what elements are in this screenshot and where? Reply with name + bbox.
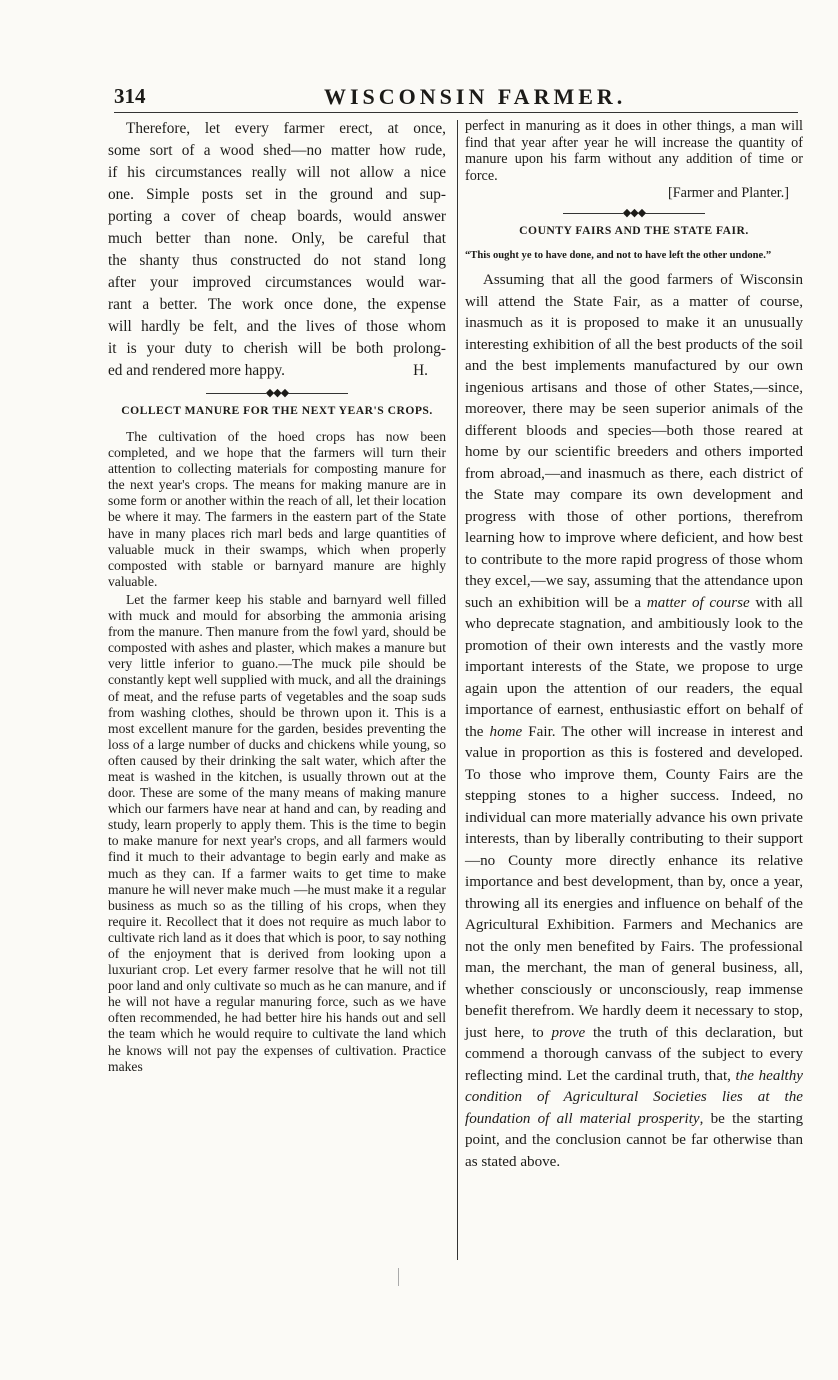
text-run: with all who deprecate stagnation, and ambitiously look to the promotion of their own interests and the vastly more important interests of the State, we propose to urge again upon the attention of our readers, the equal importance of earnest, enthusiastic effort on behalf of the <box>465 594 803 740</box>
emphasis-text: prove <box>551 1024 586 1041</box>
paragraph: The cultivation of the hoed crops has now been completed, and we hope that the farmers will turn their attention to collecting materials for composting manure for the next year's crops. The means for making manure are in some form or another within the reach of all, let their location be where it may. The farmers in the eastern part of the State have in many places rich marl beds and large quantities of valuable muck in their swamps, which when properly composted with stable or barnyard manure are highly valuable. <box>108 429 446 589</box>
emphasis-text: the healthy condition of Agricultural Societies lies at the foundation of all material prosperity <box>465 1067 803 1127</box>
text-run: the truth of this declaration, but commend a thorough canvass of the subject to every reflecting mind. Let the cardinal truth, that, <box>465 1024 803 1084</box>
text-line: rant a better. The work once done, the expense <box>108 296 446 313</box>
running-head: WISCONSIN FARMER. <box>324 84 627 109</box>
text-line: the shanty thus constructed do not stand long <box>108 252 446 269</box>
paragraph: perfect in manuring as it does in other things, a man will find that year after year he will increase the quantity of manure upon his farm without any addition of time or force. <box>465 118 803 184</box>
text-line: if his circumstances really will not allow a nice <box>108 164 446 181</box>
paragraph: Let the farmer keep his stable and barnyard well filled with muck and mould for absorbing the ammonia arising from the manure. Then manure from the fowl yard, should be composted with ashes and plaster, which makes a manure but very little inferior to guano.—The muck pile should be constantly kept well supplied with muck, and all the drainings of meat, and the refuse parts of vegetables and the soap suds from washing clothes, should be thrown upon it. This is a most excellent manure for the garden, besides preventing the loss of a large number of ducks and chickens while young, so often caused by their drinking the salt water, which after the meat is washed in the kitchen, is usually thrown out at the door. These are some of the many means of making manure which our farmers have near at hand and can, by reading and study, learn properly to apply them. This is the time to begin to make manure for next year's crops, and all farmers would find it much to their advantage to begin early and make as much as they can. If a farmer waits to get time to make manure he will never make much —he must make it a regular business as much so as the tilling of his crops, when they require it. Recollect that it does not require as much labor to cultivate rich land as it does that which is poor, to say nothing of the enjoyment that is derived from looking upon a luxuriant crop. Let every farmer resolve that he will not till poor land and only cultivate so much as he can manure, and if he will not have a regular manuring force, such as we have often recommended, he had better hire his hands out and sell the team which he would require to cultivate the land which he knows will not pay the expenses of cultivation. Practice makes <box>108 591 446 1074</box>
page-header <box>114 84 798 114</box>
section-ornament: ◆◆◆ <box>108 386 446 400</box>
text-line: it is your duty to cherish will be both prolong- <box>108 340 446 357</box>
text-run: , be the starting point, and the conclusion cannot be far otherwise than as stated above. <box>465 1110 804 1170</box>
text-line: after your improved circumstances would war- <box>108 274 446 291</box>
right-column <box>465 118 803 1173</box>
shed-article-conclusion <box>108 118 446 382</box>
author-signature: H. <box>413 362 428 379</box>
attribution: [Farmer and Planter.] <box>668 185 789 202</box>
header-rule <box>114 112 798 113</box>
text-run: Assuming that all the good farmers of Wisconsin will attend the State Fair, as a matter of course, inasmuch as it is proposed to make it an unusually interesting exhibition of all the best products of the soil and the best implements manufactured by our own ingenious artisans and those of other States,—since, moreover, there may be seen superior animals of the different bloods and species—both those reared at home by our scientific breeders and others imported from abroad,—and inasmuch as there, each district of the State may compare its own development and progress with those of other portions, therefrom learning how to improve where deficient, and how best to contribute to the more rapid progress of those whom they excel,—we say, assuming that the attendance upon such an exhibition will be a <box>465 272 803 611</box>
article-title: COLLECT MANURE FOR THE NEXT YEAR'S CROPS. <box>121 404 433 417</box>
text-line: ed and rendered more happy. <box>108 362 285 379</box>
paragraph <box>465 270 803 1173</box>
emphasis-text: matter of course <box>646 594 750 611</box>
page-number: 314 <box>114 84 146 108</box>
text-line: porting a cover of cheap boards, would answer <box>108 208 446 225</box>
emphasis-text: home <box>489 723 523 740</box>
text-line: will hardly be felt, and the lives of those whom <box>108 318 446 335</box>
column-divider <box>457 120 458 1260</box>
article-title: COUNTY FAIRS AND THE STATE FAIR. <box>519 224 749 238</box>
signature-line <box>108 360 446 382</box>
text-line: one. Simple posts set in the ground and sup- <box>108 186 446 203</box>
left-column <box>108 118 446 1075</box>
page-mark <box>398 1268 399 1286</box>
text-line: much better than none. Only, be careful that <box>108 230 446 247</box>
section-ornament: ◆◆◆ <box>465 206 803 220</box>
epigraph: “This ought ye to have done, and not to have left the other undone.” <box>465 250 772 262</box>
text-run: Fair. The other will increase in interest and value in proportion as this is fostered and developed. To those who improve them, County Fairs are the stepping stones to a higher success. Indeed, no individual can more materially advance his own private interests, than by liberally contributing to their support—no County more directly enhance its relative importance and best development, than by, once a year, throwing all its energies and influence on behalf of the Agricultural Exhibition. Farmers and Mechanics are not the only men benefited by Fairs. The professional man, the merchant, the man of general business, all, whether consciously or unconsciously, reap immense benefit therefrom. We hardly deem it necessary to stop, just here, to <box>465 723 803 1041</box>
text-line: some sort of a wood shed—no matter how rude, <box>108 142 446 159</box>
text-line: Therefore, let every farmer erect, at once, <box>126 120 446 137</box>
